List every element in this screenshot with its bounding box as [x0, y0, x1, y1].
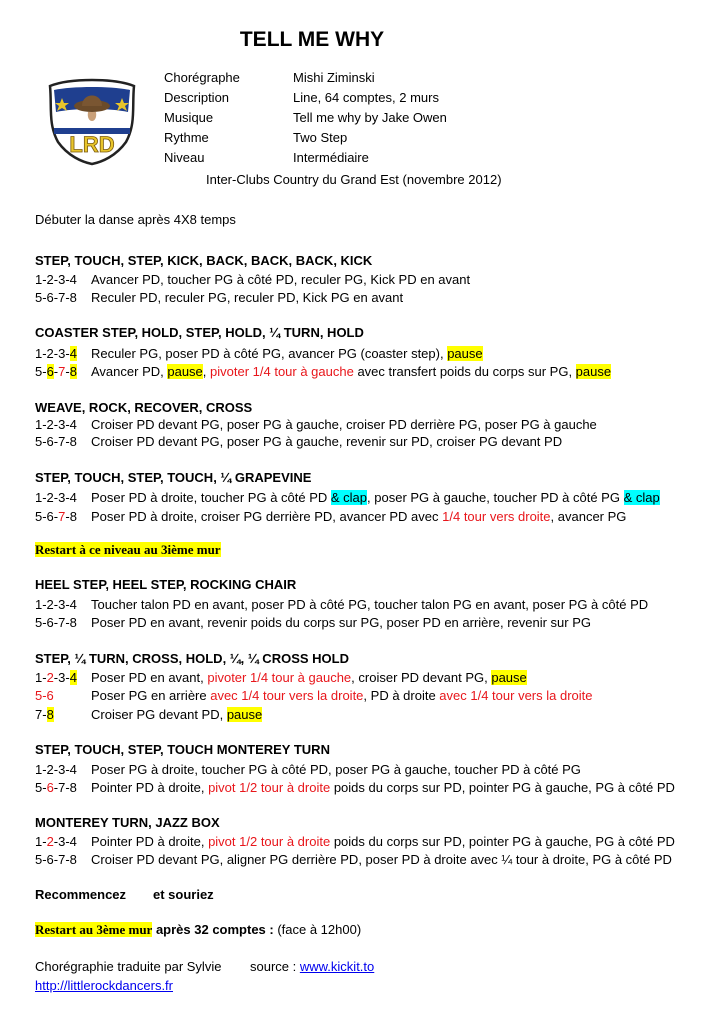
source-link[interactable]: www.kickit.to	[299, 959, 375, 974]
step-row: 5-6-7-8 Poser PD en avant, revenir poids du corps sur PG, poser PD en arrière, revenir sur PG	[35, 615, 591, 630]
label-rythme: Rythme	[164, 130, 209, 145]
event-line: Inter-Clubs Country du Grand Est (novembre 2012)	[206, 172, 502, 187]
step-row: 5-6 Poser PG en arrière avec 1/4 tour vers la droite, PD à droite avec 1/4 tour vers la droite	[35, 688, 593, 703]
section-heading: MONTEREY TURN, JAZZ BOX	[35, 815, 220, 830]
step-row: 5-6-7-8 Croiser PD devant PG, poser PG à gauche, revenir sur PD, croiser PG devant PD	[35, 434, 563, 449]
credit-text: Chorégraphie traduite par Sylvie	[35, 959, 222, 974]
restart-note: Restart à ce niveau au 3ième mur	[35, 542, 221, 557]
step-row: 5-6-7-8 Croiser PD devant PG, aligner PG derrière PD, poser PD à droite avec ¼ tour à droite, PG à côté PD	[35, 852, 672, 867]
step-row: 1-2-3-4 Croiser PD devant PG, poser PG à gauche, croiser PD derrière PG, poser PG à gauche	[35, 417, 597, 432]
section-heading: HEEL STEP, HEEL STEP, ROCKING CHAIR	[35, 577, 297, 592]
section-heading: COASTER STEP, HOLD, STEP, HOLD, ¼ TURN, HOLD	[35, 325, 364, 340]
step-row: 1-2-3-4 Poser PG à droite, toucher PG à côté PD, poser PG à gauche, toucher PD à côté PG	[35, 762, 581, 777]
step-row: 5-6-7-8 Poser PD à droite, croiser PG derrière PD, avancer PD avec 1/4 tour vers droite, avancer PG	[35, 509, 627, 524]
page-title: TELL ME WHY	[239, 28, 385, 51]
value-description: Line, 64 comptes, 2 murs	[293, 90, 439, 105]
step-row: 7-8 Croiser PG devant PD, pause	[35, 707, 263, 722]
step-row: 5-6-7-8 Avancer PD, pause, pivoter 1/4 tour à gauche avec transfert poids du corps sur PG, pause	[35, 364, 612, 379]
section-heading: STEP, TOUCH, STEP, TOUCH MONTEREY TURN	[35, 742, 330, 757]
label-description: Description	[164, 90, 230, 105]
recommencez-text: Recommencez	[35, 887, 127, 902]
step-row: 1-2-3-4 Avancer PD, toucher PG à côté PD, reculer PG, Kick PD en avant	[35, 272, 471, 287]
section-heading: STEP, TOUCH, STEP, TOUCH, ¼ GRAPEVINE	[35, 470, 312, 485]
site-line	[35, 978, 173, 993]
label-niveau: Niveau	[164, 150, 205, 165]
value-rythme: Two Step	[293, 130, 348, 145]
step-row: 1-2-3-4 Poser PD en avant, pivoter 1/4 tour à gauche, croiser PD devant PG, pause	[35, 670, 527, 685]
value-niveau: Intermédiaire	[293, 150, 369, 165]
label-musique: Musique	[164, 110, 214, 125]
step-row: 1-2-3-4 Toucher talon PD en avant, poser PD à côté PG, toucher talon PG en avant, poser PG à côté PD	[35, 597, 649, 612]
logo-lettering: LRD	[69, 132, 115, 157]
source-line: source : www.kickit.to	[250, 959, 375, 974]
lrd-logo	[44, 76, 140, 166]
step-row: 1-2-3-4 Pointer PD à droite, pivot 1/2 tour à droite poids du corps sur PD, pointer PG à gauche, PG à côté PD	[35, 834, 675, 849]
step-row: 5-6-7-8 Reculer PD, reculer PG, reculer PD, Kick PG en avant	[35, 290, 404, 305]
value-musique: Tell me why by Jake Owen	[293, 110, 447, 125]
value-choregraphe: Mishi Ziminski	[293, 70, 375, 85]
step-row: 1-2-3-4 Reculer PG, poser PD à côté PG, avancer PG (coaster step), pause	[35, 346, 483, 361]
section-heading: STEP, TOUCH, STEP, KICK, BACK, BACK, BACK, KICK	[35, 253, 373, 268]
section-heading: STEP, ¼ TURN, CROSS, HOLD, ¼, ¼ CROSS HOLD	[35, 651, 349, 666]
step-row: 5-6-7-8 Pointer PD à droite, pivot 1/2 tour à droite poids du corps sur PD, pointer PG à gauche, PG à côté PD	[35, 780, 675, 795]
label-choregraphe: Chorégraphe	[164, 70, 240, 85]
step-row: 1-2-3-4 Poser PD à droite, toucher PG à côté PD & clap, poser PG à gauche, toucher PD à côté PG & clap	[35, 490, 660, 505]
souriez-text: et souriez	[153, 887, 214, 902]
intro-text: Débuter la danse après 4X8 temps	[35, 212, 236, 227]
site-link[interactable]: http://littlerockdancers.fr	[35, 978, 173, 993]
section-heading: WEAVE, ROCK, RECOVER, CROSS	[35, 400, 253, 415]
restart-32-note: Restart au 3ème mur après 32 comptes : (face à 12h00)	[35, 922, 362, 937]
